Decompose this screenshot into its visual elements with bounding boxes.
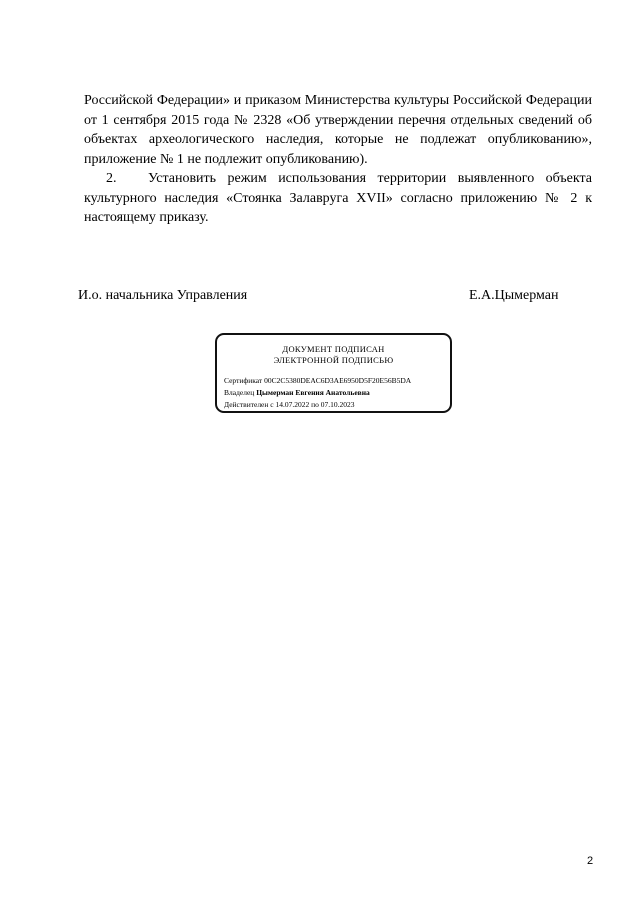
stamp-validity-line [224,400,355,409]
paragraph-item-2 [84,169,592,228]
validity-from-label: с [270,400,274,409]
validity-to-label: по [311,400,319,409]
certificate-label: Сертификат [224,376,263,385]
stamp-owner-line [224,388,370,397]
validity-from: 14.07.2022 [275,400,310,409]
owner-value: Цымерман Евгения Анатольевна [256,388,370,397]
stamp-title [217,344,450,366]
paragraph-continuation: Российской Федерации» и приказом Министерства культуры Российской Федерации от 1 сентября 2015 года № 2328 «Об утверждении перечня отдельных сведений об объектах археологического наследия, которые не подлежат опубликованию», приложение № 1 не подлежит опубликованию). [84,93,592,167]
page-number: 2 [587,855,594,867]
stamp-title-line-2: ЭЛЕКТРОННОЙ ПОДПИСЬЮ [273,355,394,365]
owner-label: Владелец [224,388,255,397]
signatory-position: И.о. начальника Управления [78,288,248,303]
item-text: Установить режим использования территории выявленного объекта культурного наследия «Стоянка Залавруга XVII» согласно приложению № 2 к настоящему приказу. [84,171,592,225]
electronic-signature-stamp [215,333,452,413]
validity-label: Действителен [224,400,269,409]
stamp-certificate-line [224,376,411,385]
stamp-title-line-1: ДОКУМЕНТ ПОДПИСАН [282,344,385,354]
item-number: 2. [106,171,117,186]
signatory-name: Е.А.Цымерман [469,288,559,303]
certificate-value: 00C2C5380DEAC6D3AE6950D5F20E56B5DA [264,376,412,385]
validity-to: 07.10.2023 [320,400,355,409]
